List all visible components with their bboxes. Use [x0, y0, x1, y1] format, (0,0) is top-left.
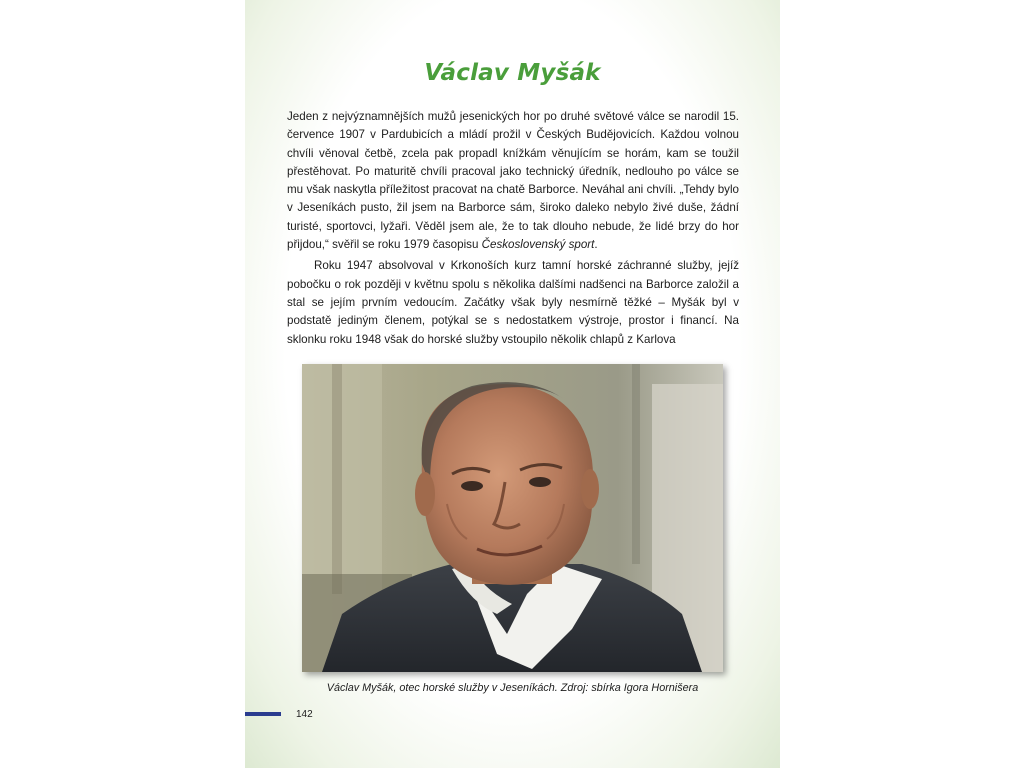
book-page	[245, 0, 780, 768]
portrait-illustration	[302, 364, 723, 672]
portrait-photo	[302, 364, 723, 672]
paragraph-2: Roku 1947 absolvoval v Krkonoších kurz tamní horské záchranné služby, jejíž pobočku o rok později v květnu spolu s několika dalšími nadšenci na Barborce založil a stal se jejím prvním vedoucím. Začátky však byly nesmírně těžké – Myšák byl v podstatě jediným členem, potýkal se s nedostatkem výstroje, prostor i financí. Na sklonku roku 1948 však do horské služby vstoupilo několik chlapů z Karlova	[287, 259, 739, 346]
article-body	[287, 108, 739, 349]
page-title: Václav Myšák	[424, 60, 601, 86]
page-number: 142	[296, 709, 313, 720]
magazine-name: Československý sport	[481, 238, 595, 252]
paragraph-1	[287, 108, 739, 254]
paragraph-1-text: Jeden z nejvýznamnějších mužů jesenických hor po druhé světové válce se narodil 15. července 1907 v Pardubicích a mládí prožil v Českých Budějovicích. Každou volnou chvíli věnoval četbě, zcela pak propadl knížkám věnujícím se horám, kam se toužil přestěhovat. Po maturitě chvíli pracoval jako technický úředník, nedlouho po válce se mu však naskytla příležitost pracovat na chatě Barborce. Neváhal ani chvíli. „Tehdy bylo v Jeseníkách pusto, žil jsem na Barborce sám, široko daleko nebylo živé duše, žádní turisté, sportovci, lyžaři. Věděl jsem ale, že to tak dlouho nebude, že lidé brzy do hor přijdou,“ svěřil se roku 1979 časopisu	[287, 110, 739, 252]
photo-caption: Václav Myšák, otec horské služby v Jeseníkách. Zdroj: sbírka Igora Hornišera	[326, 682, 699, 694]
page-number-bar	[245, 712, 281, 716]
paragraph-1-end: .	[594, 238, 598, 252]
